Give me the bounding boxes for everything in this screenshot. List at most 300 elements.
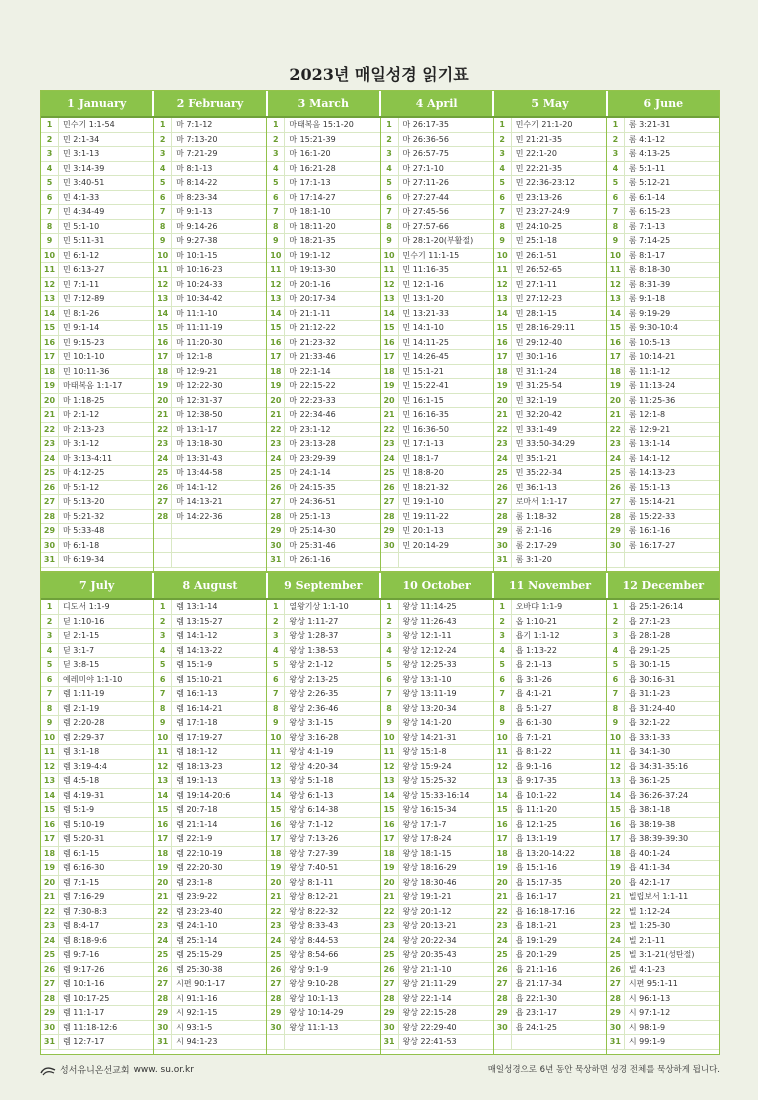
- day-number: 30: [381, 1021, 399, 1035]
- day-row: [154, 147, 266, 162]
- day-row: [607, 1006, 719, 1021]
- reading-reference: 롬 6:1-14: [628, 192, 666, 202]
- reading-reference: 롬 7:14-25: [628, 236, 671, 245]
- reading-reference: 민 19:1-10: [402, 497, 444, 506]
- reading-reference: 왕상 6:14-38: [289, 805, 339, 814]
- day-row: [267, 963, 379, 978]
- day-number: [154, 524, 172, 538]
- day-number: 15: [494, 803, 512, 817]
- month-column: [154, 600, 267, 1054]
- reading-reference: 마 12:22-30: [176, 381, 223, 390]
- day-row: [267, 292, 379, 307]
- day-number: 1: [267, 118, 285, 132]
- day-row: [267, 539, 379, 554]
- day-row: [41, 1006, 153, 1021]
- reading-reference: 민 32:20-42: [515, 410, 563, 419]
- day-number: 23: [267, 919, 285, 933]
- reading-reference: 민 7:12-89: [63, 294, 105, 303]
- day-row: [41, 118, 153, 133]
- reading-reference: 렘 22:20-30: [176, 863, 223, 872]
- day-row: [607, 861, 719, 876]
- reading-reference: 민 17:1-13: [402, 439, 444, 448]
- day-row: [381, 658, 493, 673]
- day-row: [41, 176, 153, 191]
- reading-reference: 마 6:19-34: [63, 555, 105, 564]
- reading-reference: 마 23:1-12: [289, 424, 331, 434]
- reading-reference: 마 9:14-26: [176, 221, 218, 231]
- day-number: 3: [267, 629, 285, 643]
- reading-reference: 마 7:13-20: [176, 134, 218, 144]
- day-number: 22: [267, 905, 285, 919]
- day-row: [607, 1021, 719, 1036]
- reading-reference: 렘 12:7-17: [63, 1037, 105, 1046]
- day-row: [41, 437, 153, 452]
- reading-reference: 욥 15:1-16: [515, 863, 557, 872]
- day-number: 18: [41, 847, 59, 861]
- reading-reference: 마 21:12-22: [289, 323, 336, 332]
- day-row: [381, 292, 493, 307]
- day-number: 20: [381, 876, 399, 890]
- reading-reference: 롬 13:1-14: [628, 439, 671, 448]
- day-row: [154, 847, 266, 862]
- day-number: 9: [607, 716, 625, 730]
- day-number: 27: [267, 977, 285, 991]
- reading-reference: 욥 25:1-26:14: [628, 602, 684, 611]
- day-number: 18: [381, 365, 399, 379]
- reading-reference: 왕상 15:25-32: [402, 776, 457, 785]
- reading-reference: 롬 2:17-29: [515, 540, 557, 550]
- reading-reference: 렘 23:1-8: [176, 877, 213, 887]
- day-row: [494, 524, 606, 539]
- day-row: [381, 350, 493, 365]
- day-number: 14: [494, 307, 512, 321]
- reading-reference: 렘 9:17-26: [63, 964, 105, 974]
- reading-reference: 딛 1:10-16: [63, 616, 105, 626]
- day-number: 30: [267, 539, 285, 553]
- reading-reference: 렘 8:4-17: [63, 921, 100, 930]
- day-row: [607, 205, 719, 220]
- day-number: 11: [494, 263, 512, 277]
- day-row: [154, 394, 266, 409]
- reading-reference: 시 99:1-9: [628, 1037, 666, 1046]
- day-row: [267, 716, 379, 731]
- day-number: 2: [381, 133, 399, 147]
- day-number: 1: [494, 118, 512, 132]
- reading-reference: 렘 2:1-19: [63, 703, 100, 713]
- day-row: [267, 437, 379, 452]
- reading-reference: 왕상 8:33-43: [289, 921, 339, 930]
- reading-reference: 시 92:1-15: [176, 1008, 218, 1017]
- day-row: [41, 133, 153, 148]
- reading-reference: 롬 11:13-24: [628, 381, 676, 390]
- day-row: [267, 832, 379, 847]
- day-row: [267, 162, 379, 177]
- day-row: [494, 890, 606, 905]
- day-row: [267, 466, 379, 481]
- reading-reference: 왕상 13:11-19: [402, 689, 457, 698]
- day-row: [607, 437, 719, 452]
- reading-reference: 딛 3:8-15: [63, 660, 100, 669]
- day-row: [267, 495, 379, 510]
- day-row: [267, 263, 379, 278]
- reading-reference: 마 25:31-46: [289, 540, 336, 550]
- day-number: 6: [41, 191, 59, 205]
- reading-reference: 욥 8:1-22: [515, 747, 552, 756]
- reading-reference: 왕상 22:1-14: [402, 993, 452, 1003]
- day-row: [381, 789, 493, 804]
- day-row: [381, 905, 493, 920]
- day-number: 9: [381, 234, 399, 248]
- reading-reference: 마 2:13-23: [63, 424, 105, 434]
- day-row: [41, 803, 153, 818]
- day-number: 12: [267, 760, 285, 774]
- day-number: 22: [154, 423, 172, 437]
- day-row: [381, 818, 493, 833]
- reading-reference: 왕상 8:44-53: [289, 935, 339, 945]
- reading-reference: 민 6:1-12: [63, 250, 100, 260]
- day-number: 7: [267, 205, 285, 219]
- day-row: [494, 905, 606, 920]
- day-number: [267, 1035, 285, 1049]
- day-number: 16: [494, 818, 512, 832]
- reading-reference: 롬 14:13-23: [628, 468, 676, 477]
- reading-reference: 민 35:22-34: [515, 468, 563, 477]
- day-number: 26: [607, 963, 625, 977]
- day-row: [607, 133, 719, 148]
- day-number: 18: [607, 365, 625, 379]
- day-row: [494, 176, 606, 191]
- day-number: 12: [267, 278, 285, 292]
- day-number: 25: [41, 948, 59, 962]
- day-number: 25: [607, 466, 625, 480]
- day-number: 1: [494, 600, 512, 614]
- reading-reference: 마 14:1-12: [176, 482, 218, 492]
- reading-reference: 왕상 21:11-29: [402, 979, 457, 988]
- day-number: 2: [607, 615, 625, 629]
- day-number: 14: [381, 307, 399, 321]
- day-row: [607, 818, 719, 833]
- reading-reference: [512, 1035, 516, 1049]
- day-number: 17: [381, 832, 399, 846]
- day-number: 3: [381, 629, 399, 643]
- day-row: [41, 731, 153, 746]
- day-number: 25: [381, 466, 399, 480]
- reading-reference: 시 91:1-16: [176, 993, 218, 1003]
- day-row: [494, 423, 606, 438]
- day-number: 9: [607, 234, 625, 248]
- month-header: 3 March: [268, 91, 381, 116]
- reading-reference: 옵 1:10-21: [515, 616, 557, 626]
- reading-reference: 렘 22:1-9: [176, 834, 213, 843]
- day-number: 7: [154, 205, 172, 219]
- day-row: [607, 847, 719, 862]
- day-number: 21: [41, 408, 59, 422]
- day-row: [381, 452, 493, 467]
- day-row: [154, 1006, 266, 1021]
- day-row: [494, 350, 606, 365]
- day-row: [494, 162, 606, 177]
- day-row: [494, 220, 606, 235]
- day-number: 25: [154, 466, 172, 480]
- day-number: 10: [267, 249, 285, 263]
- day-row: [154, 658, 266, 673]
- day-row: [494, 394, 606, 409]
- day-row: [607, 162, 719, 177]
- reading-reference: 왕상 20:22-34: [402, 935, 457, 945]
- reading-reference: 롬 8:31-39: [628, 279, 671, 289]
- day-row: [267, 731, 379, 746]
- reading-reference: 렘 13:15-27: [176, 616, 223, 626]
- day-row: [267, 379, 379, 394]
- day-row: [381, 118, 493, 133]
- reading-reference: 마 26:17-35: [402, 120, 449, 129]
- day-number: 29: [381, 1006, 399, 1020]
- reading-reference: 왕상 4:20-34: [289, 761, 339, 771]
- reading-reference: 마 19:13-30: [289, 265, 336, 274]
- month-header: 8 August: [154, 573, 267, 598]
- reading-reference: 렘 16:14-21: [176, 703, 223, 713]
- day-number: 13: [381, 292, 399, 306]
- day-row: [154, 133, 266, 148]
- day-number: 21: [381, 408, 399, 422]
- day-row: [41, 963, 153, 978]
- reading-reference: 마 13:31-43: [176, 453, 223, 463]
- day-row: [41, 263, 153, 278]
- day-number: 31: [381, 1035, 399, 1049]
- reading-reference: 민 6:13-27: [63, 265, 105, 274]
- reading-reference: 마 18:21-35: [289, 236, 336, 245]
- brand-url[interactable]: www. su.or.kr: [133, 1064, 194, 1075]
- day-row: [494, 147, 606, 162]
- reading-reference: 민 13:21-33: [402, 308, 449, 318]
- day-number: 5: [494, 176, 512, 190]
- day-row: [41, 658, 153, 673]
- day-number: 19: [607, 379, 625, 393]
- reading-reference: 마 16:21-28: [289, 163, 336, 173]
- reading-reference: 욥 36:1-25: [628, 776, 671, 785]
- reading-reference: 렘 16:1-13: [176, 689, 218, 698]
- day-number: 4: [381, 162, 399, 176]
- day-row: [381, 191, 493, 206]
- day-row: [267, 644, 379, 659]
- day-row: [381, 847, 493, 862]
- day-number: 11: [607, 745, 625, 759]
- day-number: 1: [154, 600, 172, 614]
- reading-reference: 욥 30:1-15: [628, 660, 671, 669]
- reading-reference: 민 4:1-33: [63, 192, 100, 202]
- day-row: [607, 466, 719, 481]
- reading-reference: 욥 16:18-17:16: [515, 906, 575, 916]
- day-number: 16: [41, 818, 59, 832]
- reading-reference: 마 26:57-75: [402, 149, 449, 158]
- day-number: 20: [607, 394, 625, 408]
- day-number: 18: [494, 847, 512, 861]
- reading-reference: 마 11:20-30: [176, 337, 223, 347]
- day-row: [607, 220, 719, 235]
- day-row: [494, 702, 606, 717]
- day-row: [41, 379, 153, 394]
- day-number: 20: [267, 876, 285, 890]
- day-number: 16: [154, 818, 172, 832]
- day-row: [381, 948, 493, 963]
- day-number: 23: [494, 919, 512, 933]
- reading-reference: 마 10:1-15: [176, 250, 218, 260]
- day-number: 22: [381, 905, 399, 919]
- day-row: [494, 818, 606, 833]
- reading-reference: 욥 31:24-40: [628, 703, 676, 713]
- reading-reference: 민 27:12-23: [515, 294, 563, 303]
- day-row: [154, 600, 266, 615]
- day-row: [381, 600, 493, 615]
- day-number: 11: [607, 263, 625, 277]
- day-row: [607, 919, 719, 934]
- day-number: 1: [607, 600, 625, 614]
- day-number: 18: [267, 365, 285, 379]
- day-number: 8: [607, 220, 625, 234]
- day-row: [267, 934, 379, 949]
- day-number: 4: [41, 162, 59, 176]
- day-number: 28: [381, 510, 399, 524]
- day-number: 22: [267, 423, 285, 437]
- reading-reference: 마 3:13-4:11: [63, 453, 113, 463]
- day-row: [154, 977, 266, 992]
- day-row: [267, 760, 379, 775]
- month-header: 1 January: [41, 91, 154, 116]
- day-number: [381, 553, 399, 567]
- day-row: [154, 818, 266, 833]
- day-row: [41, 452, 153, 467]
- day-number: 19: [494, 379, 512, 393]
- day-row: [267, 774, 379, 789]
- day-number: 26: [607, 481, 625, 495]
- day-number: 27: [607, 977, 625, 991]
- reading-reference: 민 3:40-51: [63, 178, 105, 187]
- reading-reference: 민 9:1-14: [63, 323, 100, 332]
- day-row: [494, 629, 606, 644]
- reading-reference: 왕상 2:36-46: [289, 703, 339, 713]
- reading-reference: 마 8:14-22: [176, 178, 218, 187]
- day-row: [494, 977, 606, 992]
- day-row: [381, 919, 493, 934]
- church-logo-icon: [40, 1064, 56, 1076]
- reading-reference: 마 7:1-12: [176, 120, 213, 129]
- reading-reference: 렘 25:30-38: [176, 964, 223, 974]
- month-column: [41, 118, 154, 571]
- day-number: 24: [494, 452, 512, 466]
- reading-reference: 민 14:11-25: [402, 337, 449, 347]
- reading-reference: [399, 553, 403, 567]
- reading-reference: 왕상 12:25-33: [402, 660, 457, 669]
- day-row: [41, 307, 153, 322]
- reading-reference: 왕상 15:9-24: [402, 761, 452, 771]
- day-row: [381, 963, 493, 978]
- day-number: 6: [381, 673, 399, 687]
- day-number: 15: [494, 321, 512, 335]
- day-row: [494, 1006, 606, 1021]
- reading-reference: 민 16:1-15: [402, 395, 444, 405]
- day-row: [607, 481, 719, 496]
- reading-reference: 왕상 8:22-32: [289, 906, 339, 916]
- day-row: [267, 176, 379, 191]
- day-row: [154, 539, 266, 554]
- reading-reference: 욥 21:17-34: [515, 979, 563, 988]
- day-row: [154, 495, 266, 510]
- reading-reference: 마 26:1-16: [289, 555, 331, 564]
- day-row: [381, 365, 493, 380]
- day-row: [41, 644, 153, 659]
- day-row: [494, 745, 606, 760]
- day-row: [154, 205, 266, 220]
- day-row: [267, 278, 379, 293]
- day-number: 9: [154, 716, 172, 730]
- reading-reference: 마 13:44-58: [176, 468, 223, 477]
- day-row: [607, 876, 719, 891]
- reading-reference: 마 12:38-50: [176, 410, 223, 419]
- reading-reference: 열왕기상 1:1-10: [289, 602, 349, 611]
- day-number: 1: [381, 600, 399, 614]
- day-number: 9: [154, 234, 172, 248]
- day-number: 6: [607, 673, 625, 687]
- day-number: 15: [154, 321, 172, 335]
- reading-reference: 욥 38:19-38: [628, 819, 676, 829]
- day-number: 23: [607, 919, 625, 933]
- reading-reference: 욥 20:1-29: [515, 950, 557, 959]
- month-column: [154, 118, 267, 571]
- day-number: 31: [41, 1035, 59, 1049]
- day-number: 23: [494, 437, 512, 451]
- day-number: 28: [41, 992, 59, 1006]
- day-row: [41, 847, 153, 862]
- reading-reference: 민수기 21:1-20: [515, 120, 573, 129]
- month-columns: [41, 118, 719, 571]
- reading-reference: 마 18:1-10: [289, 207, 331, 216]
- day-number: 14: [154, 789, 172, 803]
- reading-reference: 렘 17:19-27: [176, 732, 223, 742]
- reading-reference: 민 4:34-49: [63, 207, 105, 216]
- day-row: [607, 379, 719, 394]
- reading-reference: 마 27:57-66: [402, 221, 449, 231]
- day-row: [41, 890, 153, 905]
- day-number: 4: [494, 644, 512, 658]
- day-row: [154, 481, 266, 496]
- day-number: 8: [41, 220, 59, 234]
- day-number: 6: [41, 673, 59, 687]
- month-column: [267, 600, 380, 1054]
- reading-reference: 왕상 1:28-37: [289, 631, 339, 640]
- day-number: 27: [41, 977, 59, 991]
- day-number: 22: [494, 905, 512, 919]
- reading-reference: 시 93:1-5: [176, 1022, 213, 1032]
- day-number: 5: [381, 176, 399, 190]
- reading-reference: 민 5:11-31: [63, 236, 105, 245]
- reading-reference: 왕상 15:33-16:14: [402, 790, 470, 800]
- reading-reference: 욥 18:1-21: [515, 921, 557, 930]
- reading-reference: 렘 2:29-37: [63, 732, 105, 742]
- day-number: 6: [267, 673, 285, 687]
- month-column: [267, 118, 380, 571]
- day-number: 28: [267, 992, 285, 1006]
- day-row: [267, 336, 379, 351]
- day-row: [494, 716, 606, 731]
- reading-reference: 욥 5:1-27: [515, 703, 552, 713]
- day-row: [41, 162, 153, 177]
- reading-reference: 마 16:1-20: [289, 149, 331, 158]
- reading-reference: 욥 21:1-16: [515, 964, 557, 974]
- reading-reference: 왕상 1:38-53: [289, 645, 339, 655]
- day-number: 16: [494, 336, 512, 350]
- day-number: 30: [41, 539, 59, 553]
- day-row: [154, 615, 266, 630]
